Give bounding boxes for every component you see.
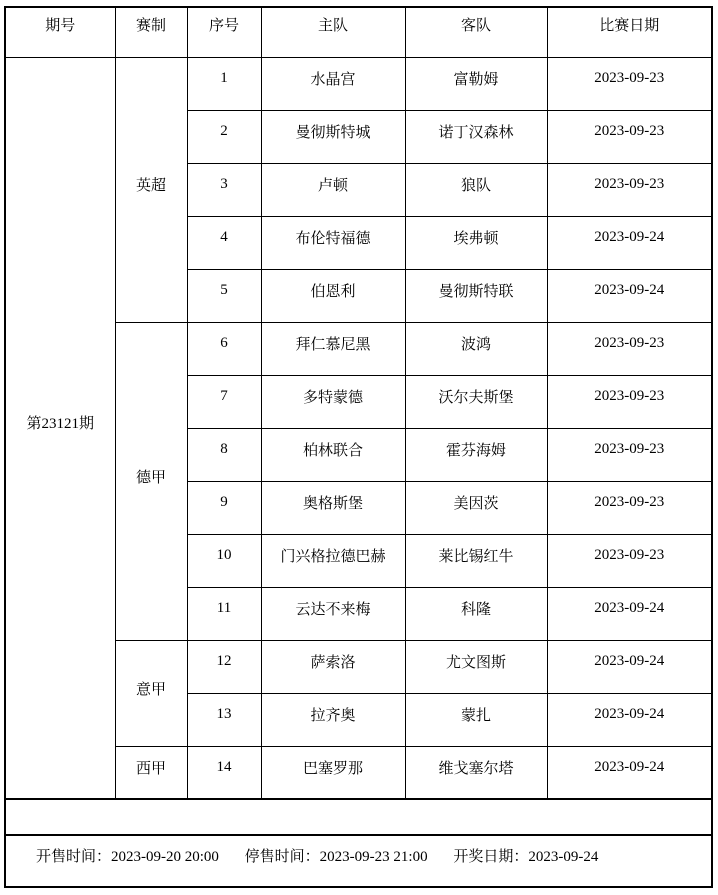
away-team: 莱比锡红牛 — [405, 534, 547, 587]
away-team: 埃弗顿 — [405, 216, 547, 269]
away-team: 波鸿 — [405, 322, 547, 375]
sale-stop-time: 停售时间：2023-09-23 21:00 — [244, 848, 428, 865]
away-team: 曼彻斯特联 — [405, 269, 547, 322]
home-team: 拜仁慕尼黑 — [261, 322, 405, 375]
period-cell: 第23121期 — [5, 57, 115, 799]
match-date: 2023-09-24 — [547, 746, 712, 799]
header-away-team: 客队 — [405, 7, 547, 57]
sale-start-time: 开售时间：2023-09-20 20:00 — [36, 848, 219, 865]
match-date: 2023-09-23 — [547, 534, 712, 587]
match-date: 2023-09-23 — [547, 163, 712, 216]
header-seq: 序号 — [187, 7, 261, 57]
table-body — [5, 57, 712, 887]
home-team: 曼彻斯特城 — [261, 110, 405, 163]
match-seq: 7 — [187, 375, 261, 428]
match-date: 2023-09-23 — [547, 110, 712, 163]
match-row — [5, 57, 712, 110]
match-seq: 2 — [187, 110, 261, 163]
home-team: 布伦特福德 — [261, 216, 405, 269]
away-team: 霍芬海姆 — [405, 428, 547, 481]
match-seq: 12 — [187, 640, 261, 693]
match-date: 2023-09-23 — [547, 375, 712, 428]
table-header — [5, 7, 712, 57]
home-team: 云达不来梅 — [261, 587, 405, 640]
league-cell-bundesliga: 德甲 — [115, 322, 187, 640]
away-team: 维戈塞尔塔 — [405, 746, 547, 799]
home-team: 多特蒙德 — [261, 375, 405, 428]
home-team: 门兴格拉德巴赫 — [261, 534, 405, 587]
match-seq: 4 — [187, 216, 261, 269]
footer-cell — [5, 835, 712, 887]
away-team: 美因茨 — [405, 481, 547, 534]
home-team: 奥格斯堡 — [261, 481, 405, 534]
match-date: 2023-09-24 — [547, 587, 712, 640]
match-date: 2023-09-23 — [547, 428, 712, 481]
home-team: 卢顿 — [261, 163, 405, 216]
match-date: 2023-09-23 — [547, 322, 712, 375]
match-date: 2023-09-24 — [547, 269, 712, 322]
match-seq: 10 — [187, 534, 261, 587]
home-team: 水晶宫 — [261, 57, 405, 110]
league-cell-la-liga: 西甲 — [115, 746, 187, 799]
away-team: 科隆 — [405, 587, 547, 640]
match-seq: 6 — [187, 322, 261, 375]
spacer-row — [5, 799, 712, 835]
match-seq: 1 — [187, 57, 261, 110]
away-team: 狼队 — [405, 163, 547, 216]
match-seq: 14 — [187, 746, 261, 799]
header-home-team: 主队 — [261, 7, 405, 57]
header-row — [5, 7, 712, 57]
match-date: 2023-09-24 — [547, 216, 712, 269]
home-team: 萨索洛 — [261, 640, 405, 693]
spacer-cell — [5, 799, 712, 835]
match-schedule-table — [4, 6, 713, 888]
match-date: 2023-09-23 — [547, 481, 712, 534]
match-seq: 5 — [187, 269, 261, 322]
match-seq: 9 — [187, 481, 261, 534]
header-league: 赛制 — [115, 7, 187, 57]
away-team: 沃尔夫斯堡 — [405, 375, 547, 428]
away-team: 诺丁汉森林 — [405, 110, 547, 163]
match-seq: 8 — [187, 428, 261, 481]
match-date: 2023-09-24 — [547, 640, 712, 693]
header-match-date: 比赛日期 — [547, 7, 712, 57]
match-date: 2023-09-23 — [547, 57, 712, 110]
match-date: 2023-09-24 — [547, 693, 712, 746]
draw-date: 开奖日期：2023-09-24 — [453, 848, 599, 865]
header-period: 期号 — [5, 7, 115, 57]
away-team: 尤文图斯 — [405, 640, 547, 693]
home-team: 拉齐奥 — [261, 693, 405, 746]
league-cell-epl: 英超 — [115, 57, 187, 322]
match-seq: 11 — [187, 587, 261, 640]
away-team: 蒙扎 — [405, 693, 547, 746]
away-team: 富勒姆 — [405, 57, 547, 110]
home-team: 巴塞罗那 — [261, 746, 405, 799]
match-seq: 3 — [187, 163, 261, 216]
home-team: 柏林联合 — [261, 428, 405, 481]
match-seq: 13 — [187, 693, 261, 746]
footer-row — [5, 835, 712, 887]
home-team: 伯恩利 — [261, 269, 405, 322]
league-cell-serie-a: 意甲 — [115, 640, 187, 746]
